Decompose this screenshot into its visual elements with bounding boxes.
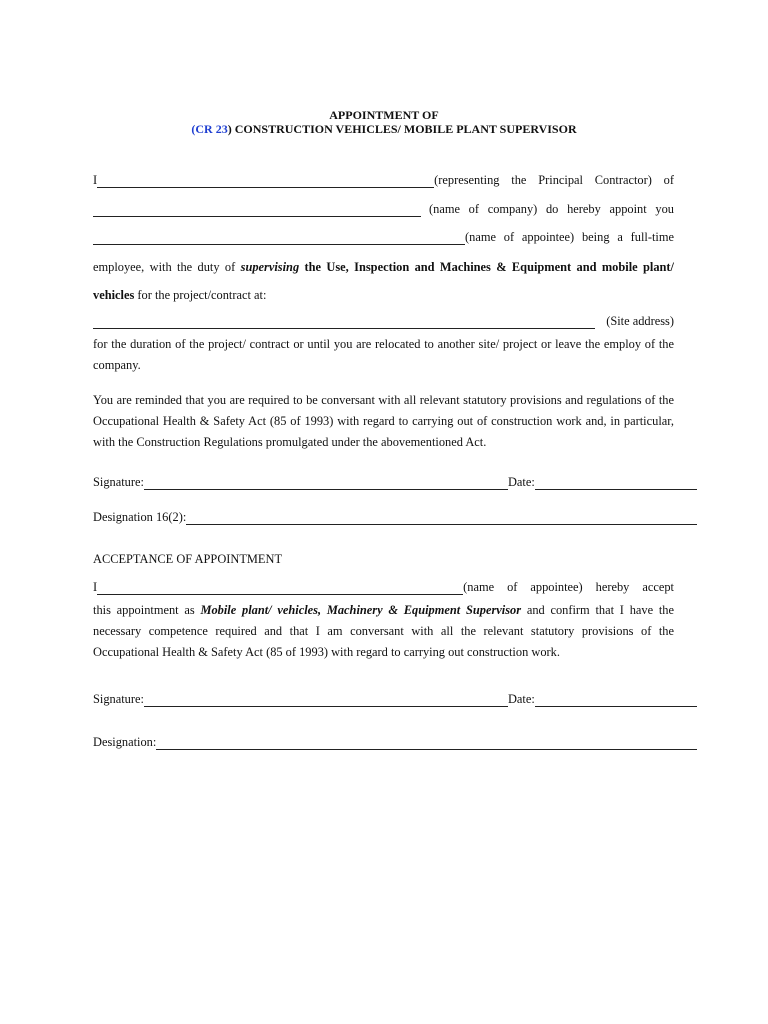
appointment-signature-row bbox=[93, 475, 697, 490]
acceptance-date-blank[interactable] bbox=[535, 693, 697, 707]
acceptance-text-c: and confirm that I have the necessary competence required and that I am conversant with all the relevant statutory provisions of the Occupational Health & Safety Act (85 of 1993) with regard to carrying out construction work. bbox=[93, 603, 674, 659]
appointer-suffix: (representing the Principal Contractor) of bbox=[434, 173, 674, 187]
appointer-suffix-wrap bbox=[434, 173, 674, 188]
date-blank[interactable] bbox=[535, 476, 697, 490]
site-address-blank[interactable] bbox=[93, 316, 595, 329]
company-line bbox=[93, 201, 674, 217]
acceptance-date-label: Date: bbox=[507, 692, 535, 706]
acceptance-heading: ACCEPTANCE OF APPOINTMENT bbox=[93, 552, 283, 566]
document-title bbox=[0, 108, 768, 136]
subtitle-rest: ) CONSTRUCTION VEHICLES/ MOBILE PLANT SUPERVISOR bbox=[227, 122, 577, 136]
project-text-a: vehicles bbox=[93, 288, 135, 302]
appointee-line bbox=[93, 229, 674, 245]
appointee-suffix: (name of appointee) being a full-time bbox=[465, 230, 674, 244]
signature-label: Signature: bbox=[93, 475, 144, 489]
project-text-b: for the project/contract at: bbox=[134, 288, 267, 302]
designation-blank[interactable] bbox=[186, 511, 697, 525]
subtitle-line bbox=[0, 122, 768, 136]
acceptance-designation-row bbox=[93, 735, 697, 750]
acceptance-role: Mobile plant/ vehicles, Machinery & Equipment Supervisor bbox=[200, 603, 522, 617]
site-address-label: (Site address) bbox=[606, 314, 674, 328]
duty-text-a: employee, with the duty of bbox=[93, 260, 241, 274]
company-suffix: (name of company) do hereby appoint you bbox=[429, 202, 674, 216]
designation-row bbox=[93, 510, 697, 525]
company-name-blank[interactable] bbox=[93, 204, 421, 217]
paren-open: ( bbox=[191, 122, 196, 136]
appointee-name-blank[interactable] bbox=[93, 232, 465, 245]
duty-text-c: the Use, Inspection and Machines & Equipment and mobile plant/ bbox=[299, 260, 674, 274]
duty-text-b: supervising bbox=[240, 260, 300, 274]
reminder-paragraph: You are reminded that you are required to be conversant with all relevant statutory provisions and regulations of the Occupational Health & Safety Act (85 of 1993) with regard to carrying out of construction work and, in particular, with the Construction Regulations promulgated under the abovementioned Act. bbox=[93, 393, 674, 449]
acceptance-designation-blank[interactable] bbox=[156, 736, 697, 750]
date-label: Date: bbox=[507, 475, 535, 489]
title-line: APPOINTMENT OF bbox=[329, 108, 439, 122]
site-address-line bbox=[93, 313, 674, 329]
acceptance-designation-label: Designation: bbox=[93, 735, 157, 749]
acceptance-signature-blank[interactable] bbox=[144, 693, 508, 707]
duty-line bbox=[93, 257, 674, 277]
acceptance-prefix: I bbox=[93, 580, 98, 594]
appointer-line bbox=[93, 172, 674, 188]
appointer-prefix: I bbox=[93, 173, 98, 187]
acceptance-paragraph bbox=[93, 600, 674, 663]
acceptance-suffix: (name of appointee) hereby accept bbox=[463, 580, 674, 594]
acceptance-text-a: this appointment as bbox=[93, 603, 201, 617]
designation-label: Designation 16(2): bbox=[93, 510, 187, 524]
acceptance-signature-label: Signature: bbox=[93, 692, 144, 706]
signature-blank[interactable] bbox=[144, 476, 508, 490]
appointer-name-blank[interactable] bbox=[97, 175, 434, 188]
acceptance-signature-row bbox=[93, 692, 697, 707]
project-line bbox=[93, 285, 674, 305]
duration-paragraph: for the duration of the project/ contract or until you are relocated to another site/ project or leave the employ of the company. bbox=[93, 337, 674, 372]
regulation-code: CR 23 bbox=[195, 122, 228, 136]
acceptance-name-blank[interactable] bbox=[97, 582, 463, 595]
acceptance-appointee-line bbox=[93, 579, 674, 595]
